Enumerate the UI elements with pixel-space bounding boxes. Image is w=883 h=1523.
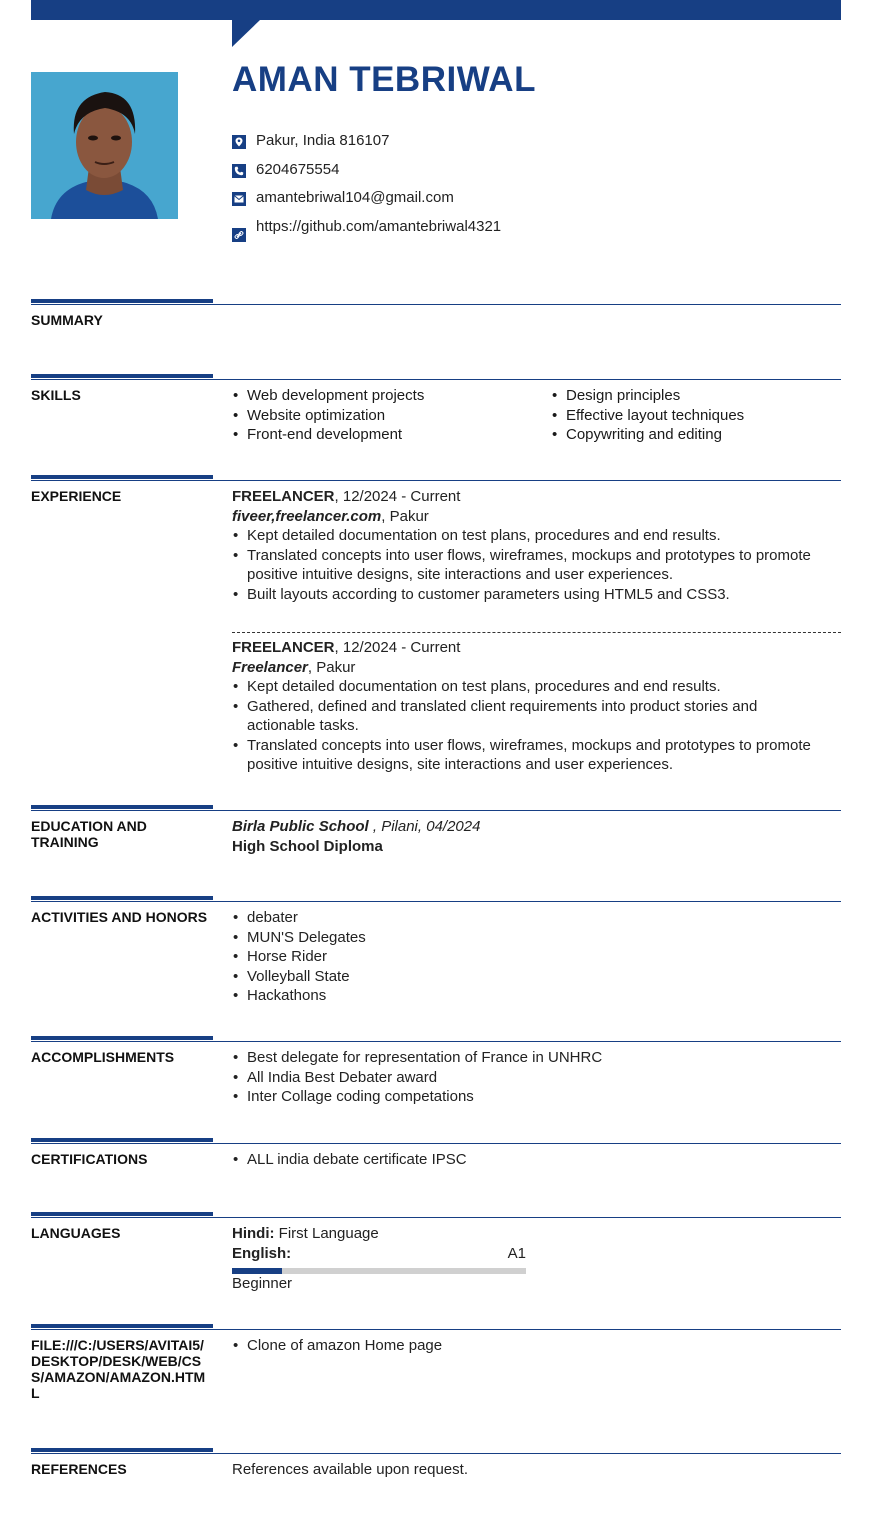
- project-list: [232, 1336, 832, 1356]
- activities-rule: [31, 901, 841, 902]
- certifications-tab: [31, 1138, 213, 1142]
- job-separator: [232, 632, 841, 633]
- accomplishments-rule: [31, 1041, 841, 1042]
- job-bullet: • Kept detailed documentation on test plans, procedures and end results.: [232, 526, 822, 546]
- list-item: • MUN'S Delegates: [232, 928, 832, 948]
- languages-title: LANGUAGES: [31, 1225, 121, 1241]
- education-tab: [31, 805, 213, 809]
- job-location: , Pakur: [381, 507, 429, 525]
- references-title: REFERENCES: [31, 1461, 127, 1477]
- certifications-title: CERTIFICATIONS: [31, 1151, 148, 1167]
- hindi-label: Hindi:: [232, 1225, 275, 1242]
- list-item: • Volleyball State: [232, 967, 832, 987]
- list-item: • Hackathons: [232, 986, 832, 1006]
- accomplishments-list: [232, 1048, 832, 1107]
- job-company: Freelancer: [232, 658, 308, 676]
- job-location: , Pakur: [307, 658, 356, 676]
- job-bullet: • Gathered, defined and translated client requirements into product stories and actionable tasks.: [232, 697, 822, 736]
- project-tab: [31, 1324, 213, 1328]
- job-bullet: • Kept detailed documentation on test plans, procedures and end results.: [232, 677, 822, 697]
- skills-title: SKILLS: [31, 387, 81, 403]
- job-bullet: • Translated concepts into user flows, wireframes, mockups and prototypes to promote positive intuitive designs, site interactions and user experiences.: [232, 736, 822, 775]
- references-tab: [31, 1448, 213, 1452]
- accomplishments-tab: [31, 1036, 213, 1040]
- education-title: EDUCATION AND TRAINING: [31, 818, 147, 850]
- job-dates: , 12/2024 - Current: [334, 488, 461, 505]
- location-text: Pakur, India 816107: [256, 132, 390, 149]
- skill-item: • Website optimization: [232, 406, 532, 426]
- certifications-rule: [31, 1143, 841, 1144]
- envelope-icon: [232, 192, 246, 206]
- skill-item: • Effective layout techniques: [551, 406, 851, 426]
- languages-tab: [31, 1212, 213, 1216]
- activities-list: [232, 908, 832, 1006]
- skills-column-1: [232, 386, 532, 445]
- profile-photo: [31, 72, 178, 219]
- skills-rule: [31, 379, 841, 380]
- job-role: FREELANCER: [232, 639, 335, 656]
- skill-item: • Copywriting and editing: [551, 425, 851, 445]
- list-item: • Best delegate for representation of France in UNHRC: [232, 1048, 832, 1068]
- activities-title: ACTIVITIES AND HONORS: [31, 909, 208, 925]
- job-dates: , 12/2024 - Current: [334, 639, 461, 656]
- job-bullet: • Translated concepts into user flows, wireframes, mockups and prototypes to promote positive intuitive designs, site interactions and user experiences.: [232, 546, 822, 585]
- job-role: FREELANCER: [232, 488, 335, 505]
- activities-tab: [31, 896, 213, 900]
- header-notch: [232, 20, 260, 47]
- school-details: , Pilani, 04/2024: [368, 818, 481, 835]
- link-icon: [232, 228, 246, 242]
- skill-item: • Web development projects: [232, 386, 532, 406]
- education-rule: [31, 810, 841, 811]
- list-item: • Clone of amazon Home page: [232, 1336, 832, 1356]
- skill-item: • Front-end development: [232, 425, 532, 445]
- job-bullet: • Built layouts according to customer parameters using HTML5 and CSS3.: [232, 585, 822, 605]
- job-entry-1: [232, 487, 832, 604]
- experience-title: EXPERIENCE: [31, 488, 122, 504]
- education-entry: [232, 817, 832, 856]
- language-english: [232, 1244, 526, 1264]
- header-top-bar: [31, 0, 841, 20]
- candidate-name: AMAN TEBRIWAL: [232, 60, 536, 99]
- phone-text: 6204675554: [256, 161, 340, 178]
- skills-column-2: [551, 386, 851, 445]
- website-link[interactable]: https://github.com/amantebriwal4321: [256, 218, 502, 235]
- hindi-value: First Language: [274, 1225, 379, 1242]
- list-item: • ALL india debate certificate IPSC: [232, 1150, 832, 1170]
- email-link[interactable]: amantebriwal104@gmail.com: [256, 189, 454, 206]
- accomplishments-title: ACCOMPLISHMENTS: [31, 1049, 175, 1065]
- english-level-text: Beginner: [232, 1275, 293, 1292]
- language-hindi: [232, 1224, 832, 1244]
- list-item: • All India Best Debater award: [232, 1068, 832, 1088]
- job-company: fiveer,freelancer.com: [232, 507, 382, 525]
- project-rule: [31, 1329, 841, 1330]
- list-item: • Horse Rider: [232, 947, 832, 967]
- list-item: • debater: [232, 908, 832, 928]
- summary-title: SUMMARY: [31, 312, 103, 328]
- certifications-list: [232, 1150, 832, 1170]
- references-rule: [31, 1453, 841, 1454]
- phone-icon: [232, 164, 246, 178]
- location-pin-icon: [232, 135, 246, 149]
- job-entry-2: [232, 638, 832, 775]
- summary-tab: [31, 299, 213, 303]
- english-label: English:: [232, 1245, 292, 1262]
- languages-rule: [31, 1217, 841, 1218]
- school-name: Birla Public School: [232, 818, 369, 835]
- profile-photo-image: [31, 72, 178, 219]
- summary-rule: [31, 304, 841, 305]
- experience-rule: [31, 480, 841, 481]
- references-text: References available upon request.: [232, 1461, 468, 1478]
- experience-tab: [31, 475, 213, 479]
- list-item: • Inter Collage coding competations: [232, 1087, 832, 1107]
- english-level-code: A1: [507, 1245, 526, 1262]
- degree: High School Diploma: [232, 837, 383, 855]
- project-title: FILE:///C:/USERS/AVITAI5/DESKTOP/DESK/WEB/CSS/AMAZON/AMAZON.HTML: [31, 1337, 206, 1401]
- skills-tab: [31, 374, 213, 378]
- skill-item: • Design principles: [551, 386, 851, 406]
